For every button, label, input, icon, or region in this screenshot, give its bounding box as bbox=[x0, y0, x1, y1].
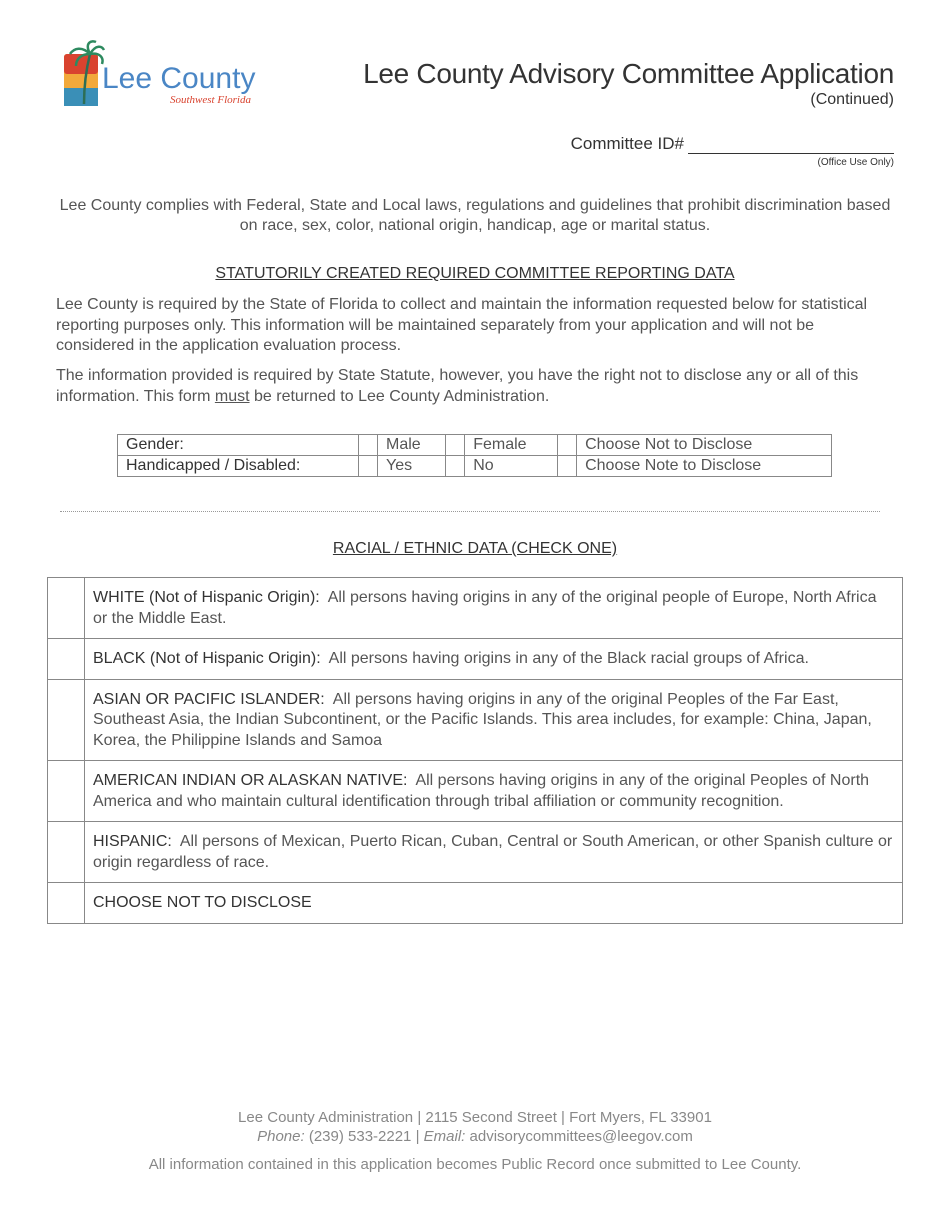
gender-row bbox=[118, 435, 832, 456]
race-asian-checkbox[interactable] bbox=[48, 679, 85, 761]
race-row bbox=[48, 822, 903, 883]
race-row bbox=[48, 761, 903, 822]
race-native-desc: All persons having origins in any of the original Peoples of North America and who maintain cultural identification through tribal affiliation or community recognition. bbox=[93, 772, 870, 810]
reporting-heading: STATUTORILY CREATED REQUIRED COMMITTEE REPORTING DATA bbox=[215, 265, 735, 282]
race-hispanic-checkbox[interactable] bbox=[48, 822, 85, 883]
race-native-term: AMERICAN INDIAN OR ALASKAN NATIVE: bbox=[93, 772, 408, 789]
logo-water-band bbox=[64, 88, 98, 106]
email-link[interactable]: advisorycommittees@leegov.com bbox=[469, 1128, 693, 1145]
public-record-notice: All information contained in this application becomes Public Record once submitted to Lee County. bbox=[148, 1156, 802, 1173]
gender-male-checkbox[interactable] bbox=[359, 435, 378, 456]
contact-separator: | bbox=[415, 1128, 420, 1145]
reporting-paragraph-1: Lee County is required by the State of Florida to collect and maintain the information requested below for statistical reporting purposes only. This information will be maintained separately from your application and will not be considered in the application evaluation process. bbox=[56, 296, 868, 354]
disabled-row bbox=[118, 456, 832, 477]
race-not-disclose-term: CHOOSE NOT TO DISCLOSE bbox=[93, 894, 312, 911]
disabled-not-disclose-label: Choose Note to Disclose bbox=[577, 456, 832, 477]
para2-emphasis: must bbox=[214, 387, 250, 405]
office-use-note: (Office Use Only) bbox=[817, 157, 894, 168]
committee-id-block bbox=[571, 134, 894, 168]
race-white-checkbox[interactable] bbox=[48, 578, 85, 639]
race-not-disclose-checkbox[interactable] bbox=[48, 883, 85, 924]
committee-id-field[interactable] bbox=[688, 135, 894, 154]
race-black-desc: All persons having origins in any of the Black racial groups of Africa. bbox=[328, 650, 809, 667]
email-label: Email: bbox=[423, 1128, 466, 1145]
race-native-cell bbox=[85, 761, 903, 822]
race-row bbox=[48, 639, 903, 680]
race-row bbox=[48, 679, 903, 761]
compliance-statement: Lee County complies with Federal, State and Local laws, regulations and guidelines that prohibit discrimination based on race, sex, color, national origin, handicap, age or marital status. bbox=[59, 197, 891, 234]
reporting-paragraph-2 bbox=[56, 366, 896, 407]
disabled-no-label: No bbox=[465, 456, 558, 477]
phone-label: Phone: bbox=[257, 1128, 305, 1145]
gender-not-disclose-label: Choose Not to Disclose bbox=[577, 435, 832, 456]
logo-tagline: Southwest Florida bbox=[170, 94, 251, 106]
gender-male-label: Male bbox=[378, 435, 446, 456]
race-not-disclose-cell bbox=[85, 883, 903, 924]
race-asian-cell bbox=[85, 679, 903, 761]
disabled-label: Handicapped / Disabled: bbox=[118, 456, 359, 477]
race-white-term: WHITE (Not of Hispanic Origin): bbox=[93, 589, 320, 606]
race-row bbox=[48, 578, 903, 639]
gender-female-checkbox[interactable] bbox=[446, 435, 465, 456]
logo-wordmark: Lee County bbox=[102, 62, 256, 95]
race-heading: RACIAL / ETHNIC DATA (CHECK ONE) bbox=[332, 540, 618, 557]
demographics-table bbox=[117, 434, 832, 477]
race-row bbox=[48, 883, 903, 924]
para2-text-end: be returned to Lee County Administration. bbox=[249, 387, 550, 405]
title-block bbox=[363, 58, 894, 109]
race-native-checkbox[interactable] bbox=[48, 761, 85, 822]
disabled-yes-checkbox[interactable] bbox=[359, 456, 378, 477]
page-title: Lee County Advisory Committee Application bbox=[363, 58, 894, 89]
gender-not-disclose-checkbox[interactable] bbox=[558, 435, 577, 456]
phone-number: (239) 533-2221 bbox=[308, 1128, 412, 1145]
footer-address: Lee County Administration | 2115 Second Street | Fort Myers, FL 33901 bbox=[238, 1109, 712, 1126]
committee-id-label: Committee ID# bbox=[570, 134, 684, 153]
race-asian-term: ASIAN OR PACIFIC ISLANDER: bbox=[93, 690, 325, 708]
para2-text-start: The information provided is required by State Statute, however, you have the right not to disclose any or all of this information. This form bbox=[56, 367, 859, 405]
gender-label: Gender: bbox=[118, 435, 359, 456]
race-asian-desc: All persons having origins in any of the original Peoples of the Far East, Southeast Asia, the Indian Subcontinent, or the Pacific Islands. This area includes, for example: China, Japan, Korea, the Philippine Islands and Samoa bbox=[93, 690, 872, 749]
race-black-checkbox[interactable] bbox=[48, 639, 85, 680]
race-table bbox=[47, 577, 903, 924]
disabled-not-disclose-checkbox[interactable] bbox=[558, 456, 577, 477]
race-black-term: BLACK (Not of Hispanic Origin): bbox=[93, 650, 321, 667]
gender-female-label: Female bbox=[465, 435, 558, 456]
page-subtitle: (Continued) bbox=[810, 91, 894, 108]
race-hispanic-cell bbox=[85, 822, 903, 883]
race-hispanic-desc: All persons of Mexican, Puerto Rican, Cuban, Central or South American, or other Spanish culture or origin regardless of race. bbox=[93, 833, 893, 871]
race-hispanic-term: HISPANIC: bbox=[93, 833, 172, 850]
race-black-cell bbox=[85, 639, 903, 680]
footer-contact bbox=[0, 1127, 950, 1146]
disabled-yes-label: Yes bbox=[378, 456, 446, 477]
disabled-no-checkbox[interactable] bbox=[446, 456, 465, 477]
lee-county-logo bbox=[62, 40, 262, 110]
race-white-desc: All persons having origins in any of the original people of Europe, North Africa or the Middle East. bbox=[93, 589, 877, 627]
section-divider bbox=[60, 511, 880, 512]
race-white-cell bbox=[85, 578, 903, 639]
